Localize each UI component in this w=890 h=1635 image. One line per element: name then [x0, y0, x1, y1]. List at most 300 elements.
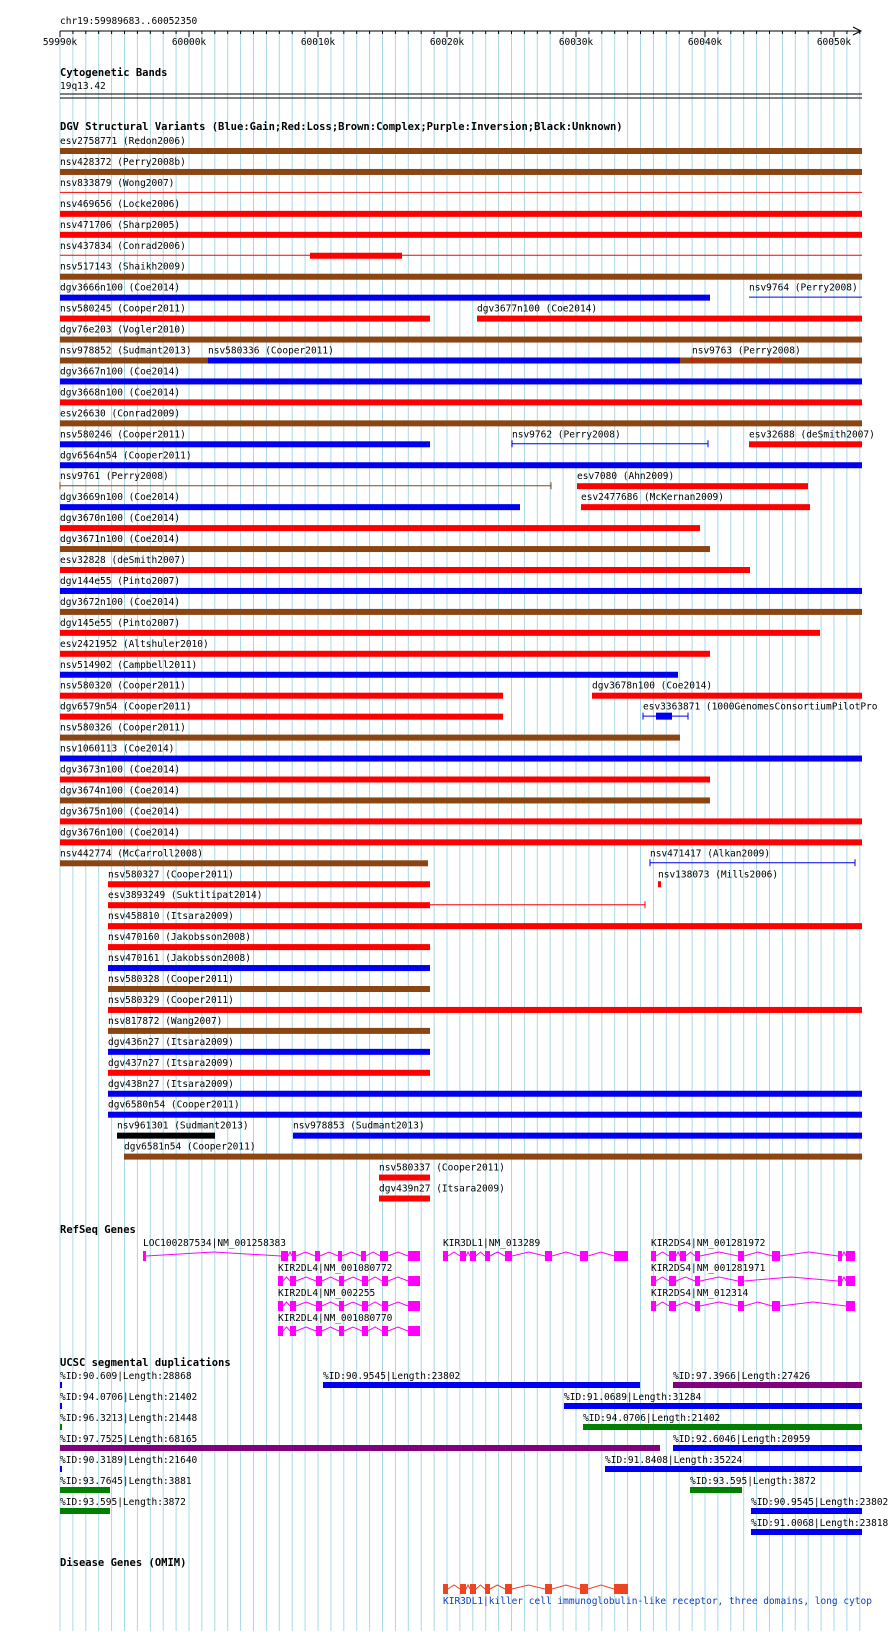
refseq-exon[interactable] [738, 1301, 744, 1311]
dgv-feature[interactable] [60, 136, 862, 154]
refseq-exon[interactable] [408, 1276, 420, 1286]
dgv-track-title[interactable]: DGV Structural Variants (Blue:Gain;Red:Loss;Brown:Complex;Purple:Inversion;Black:Unknown) [60, 121, 623, 133]
dgv-feature-glyph[interactable] [60, 462, 862, 468]
refseq-gene[interactable] [651, 1238, 855, 1261]
dgv-feature-label[interactable]: dgv6579n54 (Cooper2011) [60, 701, 192, 713]
dgv-feature-label[interactable]: nsv580246 (Cooper2011) [60, 429, 186, 441]
refseq-exon[interactable] [460, 1251, 466, 1261]
dgv-feature-label[interactable]: nsv833879 (Wong2007) [60, 177, 175, 189]
refseq-gene-label[interactable]: LOC100287534|NM_001258383 [143, 1238, 286, 1249]
dgv-feature[interactable] [60, 283, 710, 301]
dgv-feature[interactable] [60, 220, 862, 238]
dgv-feature[interactable] [108, 911, 862, 929]
refseq-gene[interactable] [278, 1263, 420, 1286]
dgv-feature-glyph[interactable] [592, 693, 862, 699]
dgv-feature-glyph[interactable] [124, 1154, 862, 1160]
refseq-exon[interactable] [846, 1251, 855, 1261]
dgv-feature-label[interactable]: dgv3678n100 (Coe2014) [592, 680, 713, 692]
dgv-feature[interactable] [60, 199, 862, 217]
segdup-feature-label[interactable]: %ID:97.7525|Length:68165 [60, 1434, 198, 1445]
dgv-feature-glyph[interactable] [60, 504, 520, 510]
dgv-feature[interactable] [60, 325, 862, 343]
dgv-feature[interactable] [60, 387, 862, 405]
dgv-feature-label[interactable]: dgv6564n54 (Cooper2011) [60, 450, 192, 462]
refseq-exon[interactable] [772, 1301, 780, 1311]
segdup-feature-label[interactable]: %ID:94.0706|Length:21402 [583, 1413, 721, 1424]
refseq-gene[interactable] [443, 1238, 628, 1261]
dgv-feature-label[interactable]: dgv3676n100 (Coe2014) [60, 827, 181, 839]
dgv-feature[interactable] [108, 995, 862, 1013]
dgv-feature-glyph[interactable] [60, 525, 700, 531]
dgv-feature[interactable] [60, 639, 710, 657]
segdup-feature[interactable] [583, 1413, 862, 1430]
refseq-gene-label[interactable]: KIR2DL4|NM_001080772 [278, 1263, 393, 1274]
segdup-feature-label[interactable]: %ID:90.9545|Length:23802 [751, 1497, 889, 1508]
dgv-feature-glyph-segment[interactable] [656, 713, 672, 720]
dgv-feature-glyph[interactable] [108, 881, 430, 887]
omim-exon[interactable] [545, 1584, 552, 1594]
refseq-exon[interactable] [651, 1301, 656, 1311]
segdup-feature-label[interactable]: %ID:92.6046|Length:20959 [673, 1434, 811, 1445]
dgv-feature-glyph[interactable] [108, 986, 430, 992]
refseq-exon[interactable] [290, 1301, 296, 1311]
dgv-feature-glyph[interactable] [60, 756, 862, 762]
segdup-feature[interactable] [751, 1518, 889, 1535]
dgv-feature[interactable] [60, 157, 862, 175]
dgv-feature-label[interactable]: esv2477686 (McKernan2009) [581, 492, 724, 504]
dgv-feature[interactable] [60, 827, 862, 845]
dgv-feature[interactable] [650, 848, 855, 866]
dgv-feature-label[interactable]: nsv580329 (Cooper2011) [108, 994, 234, 1006]
refseq-gene-label[interactable]: KIR2DS4|NM_001281971 [651, 1263, 766, 1274]
dgv-feature-label[interactable]: nsv9764 (Perry2008) [749, 282, 858, 294]
segdup-feature-glyph[interactable] [673, 1382, 862, 1388]
dgv-feature-glyph[interactable] [60, 378, 862, 384]
omim-exon[interactable] [470, 1584, 476, 1594]
omim-exon[interactable] [485, 1584, 490, 1594]
dgv-feature[interactable] [60, 408, 862, 426]
dgv-feature-label[interactable]: esv3893249 (Suktitipat2014) [108, 890, 263, 902]
refseq-exon[interactable] [382, 1301, 388, 1311]
segdup-feature-label[interactable]: %ID:94.0706|Length:21402 [60, 1392, 198, 1403]
refseq-exon[interactable] [292, 1251, 296, 1261]
dgv-feature-glyph[interactable] [208, 358, 680, 364]
refseq-exon[interactable] [846, 1301, 855, 1311]
refseq-gene[interactable] [278, 1288, 420, 1311]
refseq-gene[interactable] [278, 1313, 420, 1336]
dgv-feature[interactable] [60, 304, 430, 322]
dgv-feature-label[interactable]: nsv9763 (Perry2008) [692, 345, 801, 357]
refseq-exon[interactable] [339, 1301, 344, 1311]
refseq-exon[interactable] [669, 1276, 676, 1286]
refseq-exon[interactable] [695, 1301, 700, 1311]
refseq-exon[interactable] [380, 1251, 388, 1261]
dgv-feature[interactable] [108, 932, 430, 950]
segdup-feature[interactable] [60, 1476, 192, 1493]
omim-exon[interactable] [460, 1584, 466, 1594]
dgv-feature-label[interactable]: nsv437834 (Conrad2006) [60, 240, 186, 252]
dgv-feature-label[interactable]: dgv439n27 (Itsara2009) [379, 1183, 505, 1195]
refseq-gene-label[interactable]: KIR2DL4|NM_001080770 [278, 1313, 393, 1324]
dgv-feature[interactable] [60, 429, 430, 447]
refseq-exon[interactable] [339, 1326, 344, 1336]
dgv-feature-label[interactable]: nsv1060113 (Coe2014) [60, 743, 175, 755]
dgv-feature-label[interactable]: nsv458810 (Itsara2009) [108, 911, 234, 923]
dgv-feature-label[interactable]: nsv580336 (Cooper2011) [208, 345, 334, 357]
segdup-feature-glyph[interactable] [673, 1445, 862, 1451]
refseq-exon[interactable] [362, 1326, 368, 1336]
refseq-gene[interactable] [651, 1288, 855, 1311]
dgv-feature-label[interactable]: dgv3667n100 (Coe2014) [60, 366, 181, 378]
refseq-exon[interactable] [838, 1251, 842, 1261]
dgv-feature-glyph[interactable] [60, 441, 430, 447]
refseq-exon[interactable] [838, 1276, 842, 1286]
refseq-exon[interactable] [316, 1301, 322, 1311]
segdup-feature[interactable] [60, 1455, 198, 1472]
refseq-exon[interactable] [680, 1251, 686, 1261]
dgv-feature[interactable] [60, 806, 862, 824]
dgv-feature[interactable] [108, 974, 430, 992]
dgv-feature-label[interactable]: esv32688 (deSmith2007) [749, 429, 875, 441]
dgv-feature-glyph[interactable] [60, 274, 862, 280]
dgv-feature-label[interactable]: dgv3675n100 (Coe2014) [60, 806, 181, 818]
refseq-exon[interactable] [485, 1251, 490, 1261]
dgv-feature[interactable] [60, 848, 428, 866]
segdup-feature-label[interactable]: %ID:93.595|Length:3872 [690, 1476, 816, 1487]
segdup-feature-glyph[interactable] [564, 1403, 862, 1409]
segdup-feature-glyph[interactable] [60, 1487, 110, 1493]
dgv-feature-glyph[interactable] [108, 1049, 430, 1055]
refseq-exon[interactable] [382, 1326, 388, 1336]
dgv-feature[interactable] [124, 1142, 862, 1160]
dgv-feature[interactable] [512, 429, 708, 447]
dgv-feature-glyph[interactable] [60, 672, 678, 678]
dgv-feature-label[interactable]: dgv3670n100 (Coe2014) [60, 513, 181, 525]
segdup-feature-label[interactable]: %ID:93.595|Length:3872 [60, 1497, 186, 1508]
refseq-gene-label[interactable]: KIR2DS4|NM_012314 [651, 1288, 749, 1299]
dgv-feature[interactable] [60, 366, 862, 384]
refseq-exon[interactable] [669, 1251, 676, 1261]
dgv-feature-glyph[interactable] [60, 714, 503, 720]
dgv-feature-label[interactable]: dgv145e55 (Pinto2007) [60, 617, 181, 629]
segdup-track-title[interactable]: UCSC segmental duplications [60, 1357, 231, 1369]
omim-exon[interactable] [580, 1584, 588, 1594]
refseq-exon[interactable] [281, 1251, 288, 1261]
refseq-gene[interactable] [143, 1238, 420, 1261]
dgv-feature-label[interactable]: nsv138073 (Mills2006) [658, 869, 779, 881]
dgv-feature[interactable] [643, 702, 878, 720]
dgv-feature-glyph[interactable] [108, 1091, 862, 1097]
dgv-feature-label[interactable]: dgv3674n100 (Coe2014) [60, 785, 181, 797]
dgv-feature-glyph[interactable] [581, 504, 810, 510]
dgv-feature-label[interactable]: dgv438n27 (Itsara2009) [108, 1078, 234, 1090]
segdup-feature-label[interactable]: %ID:96.3213|Length:21448 [60, 1413, 198, 1424]
dgv-feature-glyph[interactable] [60, 797, 710, 803]
dgv-feature-label[interactable]: esv32828 (deSmith2007) [60, 555, 186, 566]
refseq-exon[interactable] [315, 1251, 320, 1261]
dgv-feature-glyph[interactable] [108, 923, 862, 929]
refseq-exon[interactable] [651, 1276, 656, 1286]
dgv-feature-label[interactable]: esv2758771 (Redon2006) [60, 136, 186, 147]
dgv-feature[interactable] [60, 681, 503, 699]
segdup-feature-glyph[interactable] [60, 1382, 62, 1388]
dgv-feature-glyph[interactable] [60, 609, 862, 615]
dgv-feature-glyph[interactable] [108, 944, 430, 950]
dgv-feature-label[interactable]: dgv3669n100 (Coe2014) [60, 492, 181, 504]
dgv-feature-glyph[interactable] [60, 630, 820, 636]
dgv-feature[interactable] [108, 890, 645, 908]
segdup-feature-label[interactable]: %ID:90.3189|Length:21640 [60, 1455, 198, 1466]
dgv-feature-label[interactable]: nsv514902 (Campbell2011) [60, 659, 198, 671]
refseq-exon[interactable] [651, 1251, 656, 1261]
omim-exon[interactable] [443, 1584, 448, 1594]
dgv-feature[interactable] [108, 869, 430, 887]
dgv-feature[interactable] [60, 555, 750, 573]
segdup-feature[interactable] [60, 1392, 197, 1409]
refseq-exon[interactable] [545, 1251, 552, 1261]
refseq-exon[interactable] [772, 1251, 780, 1261]
dgv-feature-label[interactable]: dgv6580n54 (Cooper2011) [108, 1099, 240, 1111]
dgv-feature[interactable] [60, 765, 710, 783]
dgv-feature-glyph[interactable] [749, 441, 862, 447]
dgv-feature-glyph-segment[interactable] [310, 253, 402, 259]
dgv-feature[interactable] [581, 492, 810, 510]
dgv-feature[interactable] [108, 1079, 862, 1097]
dgv-feature-label[interactable]: dgv76e203 (Vogler2010) [60, 324, 186, 336]
dgv-feature[interactable] [117, 1121, 249, 1139]
dgv-feature-glyph[interactable] [379, 1175, 430, 1181]
refseq-exon[interactable] [738, 1251, 744, 1261]
segdup-feature[interactable] [60, 1497, 186, 1514]
dgv-feature[interactable] [108, 1058, 430, 1076]
dgv-feature-glyph[interactable] [60, 337, 862, 343]
dgv-feature-label[interactable]: nsv442774 (McCarroll2008) [60, 848, 203, 860]
segdup-feature-label[interactable]: %ID:97.3966|Length:27426 [673, 1371, 811, 1382]
dgv-feature-glyph[interactable] [60, 860, 428, 866]
dgv-feature[interactable] [293, 1121, 862, 1139]
refseq-exon[interactable] [580, 1251, 588, 1261]
dgv-feature-label[interactable]: nsv471417 (Alkan2009) [650, 848, 771, 860]
dgv-feature-label[interactable]: nsv580328 (Cooper2011) [108, 974, 234, 985]
dgv-feature[interactable] [60, 262, 862, 280]
dgv-feature-glyph[interactable] [108, 965, 430, 971]
refseq-exon[interactable] [339, 1276, 344, 1286]
dgv-feature-label[interactable]: nsv580337 (Cooper2011) [379, 1162, 505, 1174]
refseq-exon[interactable] [290, 1326, 296, 1336]
dgv-feature-label[interactable]: dgv3671n100 (Coe2014) [60, 534, 181, 546]
dgv-feature[interactable] [108, 1016, 430, 1034]
omim-track-title[interactable]: Disease Genes (OMIM) [60, 1557, 187, 1569]
cytoband-track-title[interactable]: Cytogenetic Bands [60, 67, 168, 79]
refseq-exon[interactable] [408, 1301, 420, 1311]
segdup-feature-glyph[interactable] [751, 1508, 862, 1514]
dgv-feature[interactable] [749, 429, 875, 447]
dgv-feature[interactable] [749, 283, 862, 298]
dgv-feature-glyph[interactable] [577, 483, 808, 489]
dgv-feature-glyph[interactable] [60, 818, 862, 824]
dgv-feature-label[interactable]: nsv9761 (Perry2008) [60, 471, 169, 483]
refseq-exon[interactable] [408, 1326, 420, 1336]
segdup-feature-glyph[interactable] [60, 1424, 62, 1430]
dgv-feature-glyph[interactable] [477, 316, 862, 322]
refseq-exon[interactable] [278, 1326, 283, 1336]
refseq-exon[interactable] [362, 1276, 368, 1286]
dgv-feature-glyph[interactable] [108, 1028, 430, 1034]
refseq-exon[interactable] [316, 1326, 322, 1336]
dgv-feature-label[interactable]: nsv580320 (Cooper2011) [60, 680, 186, 692]
segdup-feature-label[interactable]: %ID:91.0068|Length:23818 [751, 1518, 889, 1529]
dgv-feature[interactable] [60, 178, 862, 193]
dgv-feature-glyph[interactable] [108, 1007, 862, 1013]
dgv-feature-label[interactable]: nsv961301 (Sudmant2013) [117, 1120, 249, 1132]
refseq-exon[interactable] [846, 1276, 855, 1286]
segdup-feature[interactable] [690, 1476, 816, 1493]
segdup-feature[interactable] [60, 1371, 192, 1388]
dgv-feature-label[interactable]: dgv3672n100 (Coe2014) [60, 596, 181, 608]
dgv-feature-label[interactable]: dgv6581n54 (Cooper2011) [124, 1141, 256, 1153]
segdup-feature[interactable] [564, 1392, 862, 1409]
dgv-feature-glyph[interactable] [60, 420, 862, 426]
refseq-gene[interactable] [651, 1263, 855, 1286]
dgv-feature-label[interactable]: nsv817872 (Wang2007) [108, 1015, 223, 1027]
dgv-feature-glyph[interactable] [108, 902, 430, 908]
refseq-exon[interactable] [362, 1301, 368, 1311]
dgv-feature[interactable] [60, 534, 710, 552]
segdup-feature-glyph[interactable] [60, 1445, 660, 1451]
dgv-feature-glyph[interactable] [293, 1133, 862, 1139]
refseq-exon[interactable] [695, 1251, 700, 1261]
dgv-feature-glyph[interactable] [108, 1112, 862, 1118]
refseq-exon[interactable] [361, 1251, 366, 1261]
dgv-feature-glyph[interactable] [108, 1070, 430, 1076]
segdup-feature-label[interactable]: %ID:91.8408|Length:35224 [605, 1455, 743, 1466]
segdup-feature[interactable] [323, 1371, 640, 1388]
refseq-exon[interactable] [278, 1301, 283, 1311]
dgv-feature[interactable] [208, 346, 680, 364]
dgv-feature-glyph[interactable] [60, 169, 862, 175]
segdup-feature-glyph[interactable] [583, 1424, 862, 1430]
dgv-feature-glyph[interactable] [60, 316, 430, 322]
dgv-feature-glyph[interactable] [60, 588, 862, 594]
dgv-feature-glyph[interactable] [60, 148, 862, 154]
segdup-feature[interactable] [751, 1497, 888, 1514]
refseq-exon[interactable] [614, 1251, 628, 1261]
dgv-feature-label[interactable]: esv26630 (Conrad2009) [60, 408, 181, 420]
refseq-gene-label[interactable]: KIR2DS4|NM_001281972 [651, 1238, 766, 1249]
segdup-feature-glyph[interactable] [323, 1382, 640, 1388]
refseq-gene-label[interactable]: KIR3DL1|NM_013289 [443, 1238, 541, 1249]
segdup-feature-label[interactable]: %ID:90.9545|Length:23802 [323, 1371, 461, 1382]
dgv-feature-label[interactable]: nsv978853 (Sudmant2013) [293, 1120, 425, 1132]
segdup-feature-label[interactable]: %ID:93.7645|Length:3881 [60, 1476, 192, 1487]
dgv-feature-glyph[interactable] [60, 651, 710, 657]
dgv-feature[interactable] [60, 702, 503, 720]
dgv-feature-label[interactable]: nsv428372 (Perry2008b) [60, 156, 186, 168]
dgv-feature-label[interactable]: nsv470161 (Jakobsson2008) [108, 953, 251, 965]
dgv-feature-glyph[interactable] [117, 1133, 215, 1139]
dgv-feature-label[interactable]: nsv580326 (Cooper2011) [60, 722, 186, 734]
dgv-feature[interactable] [60, 597, 862, 615]
refseq-gene-label[interactable]: KIR2DL4|NM_002255 [278, 1288, 376, 1299]
dgv-feature-glyph[interactable] [60, 399, 862, 405]
dgv-feature-glyph[interactable] [60, 735, 680, 741]
dgv-feature[interactable] [108, 953, 430, 971]
dgv-feature-label[interactable]: dgv437n27 (Itsara2009) [108, 1057, 234, 1069]
dgv-feature-label[interactable]: dgv3677n100 (Coe2014) [477, 303, 598, 315]
dgv-feature[interactable] [60, 660, 678, 678]
dgv-feature-label[interactable]: esv3363871 (1000GenomesConsortiumPilotPro [643, 701, 878, 713]
dgv-feature-label[interactable]: dgv144e55 (Pinto2007) [60, 575, 181, 587]
omim-exon[interactable] [505, 1584, 512, 1594]
dgv-feature-label[interactable]: nsv978852 (Sudmant2013) [60, 345, 192, 357]
dgv-feature-glyph[interactable] [60, 546, 710, 552]
dgv-feature-label[interactable]: dgv3668n100 (Coe2014) [60, 387, 181, 399]
dgv-feature[interactable] [60, 744, 862, 762]
dgv-feature[interactable] [477, 304, 862, 322]
dgv-feature[interactable] [60, 450, 862, 468]
refseq-exon[interactable] [669, 1301, 676, 1311]
dgv-feature[interactable] [60, 513, 700, 531]
dgv-feature[interactable] [60, 618, 820, 636]
refseq-exon[interactable] [408, 1251, 420, 1261]
dgv-feature-glyph[interactable] [60, 777, 710, 783]
refseq-exon[interactable] [278, 1276, 283, 1286]
dgv-feature-label[interactable]: nsv580245 (Cooper2011) [60, 303, 186, 315]
refseq-exon[interactable] [382, 1276, 388, 1286]
dgv-feature-label[interactable]: nsv469656 (Locke2006) [60, 198, 181, 210]
dgv-feature-label[interactable]: nsv517143 (Shaikh2009) [60, 261, 186, 273]
segdup-feature[interactable] [605, 1455, 862, 1472]
dgv-feature-glyph[interactable] [60, 295, 710, 301]
segdup-feature[interactable] [60, 1413, 198, 1430]
dgv-feature-glyph[interactable] [60, 211, 862, 217]
refseq-exon[interactable] [143, 1251, 146, 1261]
segdup-feature-glyph[interactable] [605, 1466, 862, 1472]
refseq-exon[interactable] [738, 1276, 744, 1286]
refseq-exon[interactable] [505, 1251, 512, 1261]
omim-feature-label[interactable]: KIR3DL1|killer cell immunoglobulin-like receptor, three domains, long cytop [443, 1596, 872, 1607]
segdup-feature-glyph[interactable] [751, 1529, 862, 1535]
segdup-feature-label[interactable]: %ID:90.609|Length:28868 [60, 1371, 192, 1382]
dgv-feature-label[interactable]: nsv9762 (Perry2008) [512, 429, 621, 441]
refseq-exon[interactable] [338, 1251, 342, 1261]
dgv-feature-label[interactable]: dgv3673n100 (Coe2014) [60, 764, 181, 776]
dgv-feature[interactable] [108, 1037, 430, 1055]
refseq-exon[interactable] [695, 1276, 700, 1286]
segdup-feature-label[interactable]: %ID:91.0689|Length:31284 [564, 1392, 702, 1403]
dgv-feature-label[interactable]: dgv3666n100 (Coe2014) [60, 282, 181, 294]
dgv-feature-label[interactable]: dgv436n27 (Itsara2009) [108, 1036, 234, 1048]
dgv-feature[interactable] [60, 241, 862, 259]
dgv-feature-label[interactable]: nsv471706 (Sharp2005) [60, 219, 181, 231]
dgv-feature-glyph[interactable] [60, 839, 862, 845]
segdup-feature-glyph[interactable] [690, 1487, 742, 1493]
dgv-feature-glyph[interactable] [60, 567, 750, 573]
dgv-feature-label[interactable]: esv7080 (Ahn2009) [577, 471, 675, 483]
dgv-feature-glyph[interactable] [658, 881, 661, 887]
dgv-feature-label[interactable]: nsv470160 (Jakobsson2008) [108, 932, 251, 944]
segdup-feature-glyph[interactable] [60, 1466, 62, 1472]
dgv-feature[interactable] [60, 576, 862, 594]
omim-exon[interactable] [614, 1584, 628, 1594]
refseq-track-title[interactable]: RefSeq Genes [60, 1224, 136, 1236]
segdup-feature[interactable] [60, 1434, 660, 1451]
dgv-feature-glyph[interactable] [60, 693, 503, 699]
refseq-exon[interactable] [470, 1251, 476, 1261]
dgv-feature-glyph[interactable] [60, 232, 862, 238]
dgv-feature[interactable] [60, 785, 710, 803]
dgv-feature[interactable] [108, 1100, 862, 1118]
